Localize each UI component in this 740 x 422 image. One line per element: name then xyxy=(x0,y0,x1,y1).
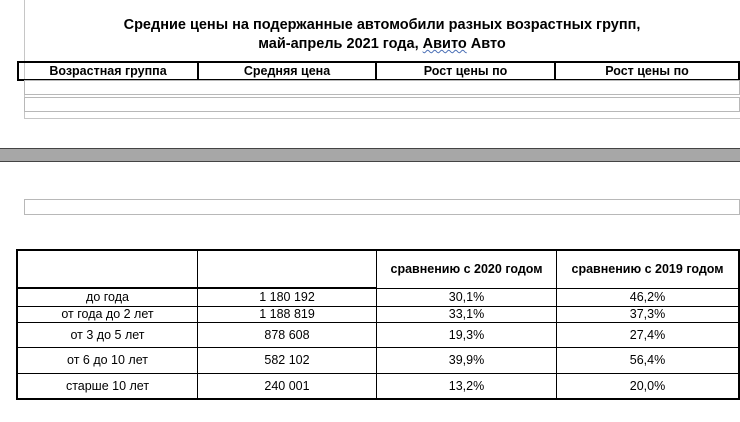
cell-vs2019: 20,0% xyxy=(557,373,740,399)
price-table xyxy=(16,249,740,400)
col-growth-2020: Рост цены по xyxy=(377,63,556,79)
cell-group: от 3 до 5 лет xyxy=(17,322,198,347)
page-break-bar xyxy=(0,148,740,162)
table-row xyxy=(17,347,739,373)
table-row xyxy=(17,322,739,347)
cell-vs2019: 37,3% xyxy=(557,306,740,322)
cell-vs2020: 30,1% xyxy=(377,288,557,306)
table-row xyxy=(17,288,739,306)
cell-vs2020: 33,1% xyxy=(377,306,557,322)
empty-row xyxy=(24,97,740,112)
col-growth-2019: Рост цены по xyxy=(605,64,689,78)
cell-vs2019: 27,4% xyxy=(557,322,740,347)
header-cell-blank xyxy=(17,250,198,288)
empty-row xyxy=(24,80,740,95)
table-row xyxy=(17,306,739,322)
header-cell-growth-2019: сравнению с 2019 годом xyxy=(557,250,740,288)
cell-group: от 6 до 10 лет xyxy=(17,347,198,373)
header-cell-growth-2020: сравнению с 2020 годом xyxy=(377,250,557,288)
cell-price: 240 001 xyxy=(198,373,377,399)
document-title xyxy=(24,16,740,54)
cell-vs2020: 13,2% xyxy=(377,373,557,399)
col-age-group: Возрастная группа xyxy=(19,63,199,79)
table-header-row xyxy=(17,61,740,81)
cell-vs2020: 19,3% xyxy=(377,322,557,347)
header-cell-blank xyxy=(198,250,377,288)
cell-price: 878 608 xyxy=(198,322,377,347)
cell-group: от года до 2 лет xyxy=(17,306,198,322)
spellcheck-marked-word: Авито xyxy=(422,36,467,52)
title-line-1: Средние цены на подержанные автомобили разных возрастных групп, xyxy=(123,17,641,33)
cell-price: 1 188 819 xyxy=(198,306,377,322)
col-avg-price: Средняя цена xyxy=(199,63,377,79)
cell-price: 582 102 xyxy=(198,347,377,373)
cell-group: старше 10 лет xyxy=(17,373,198,399)
cell-price: 1 180 192 xyxy=(198,288,377,306)
title-line-2: май-апрель 2021 года, Авито Авто xyxy=(258,36,506,52)
table-row xyxy=(17,373,739,399)
cell-vs2019: 46,2% xyxy=(557,288,740,306)
cell-vs2020: 39,9% xyxy=(377,347,557,373)
table-header-continued xyxy=(17,250,739,288)
cell-vs2019: 56,4% xyxy=(557,347,740,373)
cell-group: до года xyxy=(17,288,198,306)
empty-row xyxy=(24,199,740,215)
